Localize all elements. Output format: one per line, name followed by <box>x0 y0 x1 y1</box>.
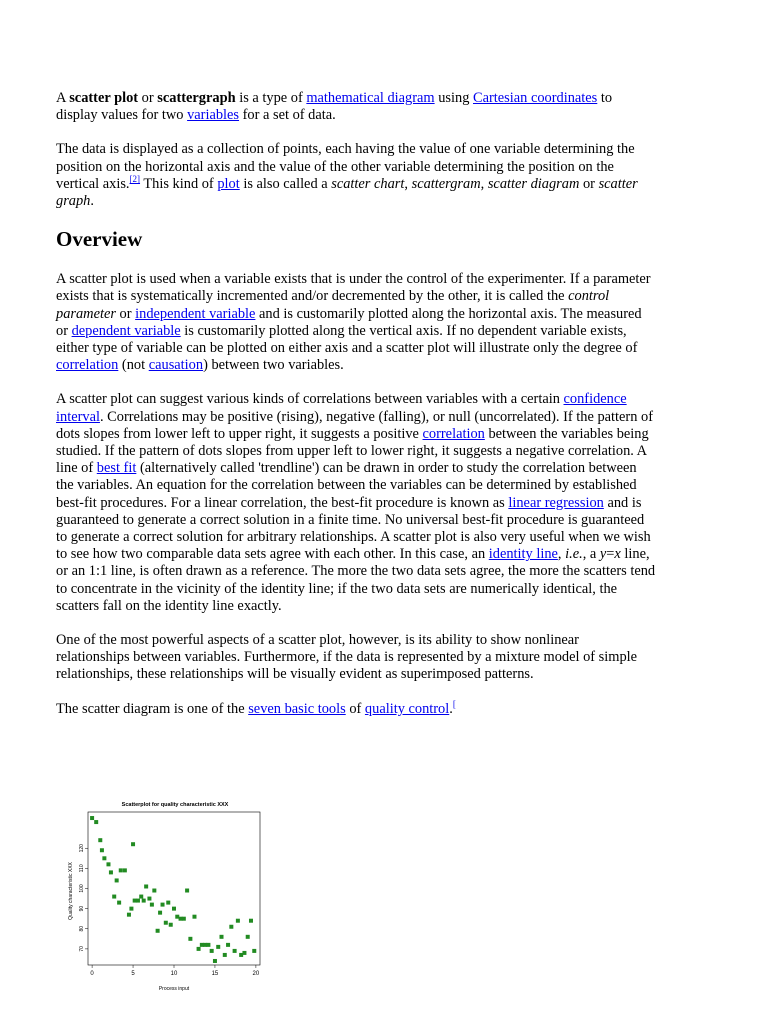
y-tick-label: 100 <box>79 884 85 893</box>
data-point <box>166 901 170 905</box>
data-point <box>188 937 192 941</box>
y-tick-label: 120 <box>79 844 85 853</box>
link-linear-regression[interactable]: linear regression <box>508 494 604 511</box>
data-point <box>226 943 230 947</box>
data-point <box>164 921 168 925</box>
section-heading: Overview <box>56 227 143 252</box>
data-point <box>90 816 94 820</box>
data-point <box>98 838 102 842</box>
data-point <box>119 868 123 872</box>
scatterplot-chart <box>60 800 270 996</box>
data-point <box>129 907 133 911</box>
data-point <box>100 848 104 852</box>
x-tick-label: 20 <box>252 971 260 977</box>
y-tick-label: 80 <box>79 925 85 932</box>
citation-link[interactable]: [2] <box>129 174 141 185</box>
y-tick-label: 90 <box>79 905 85 912</box>
data-point <box>94 820 98 824</box>
data-point <box>109 870 113 874</box>
overview-paragraph-4: The scatter diagram is one of the seven basic tools of quality control.[ <box>56 698 456 717</box>
data-point <box>233 949 237 953</box>
x-tick-label: 0 <box>90 971 94 977</box>
y-tick-label: 70 <box>79 946 85 952</box>
data-point <box>115 878 119 882</box>
data-point <box>152 889 156 893</box>
data-point <box>223 953 227 957</box>
term-scatter-plot: scatter plot <box>69 90 139 106</box>
x-tick-label: 10 <box>170 971 178 977</box>
data-point <box>192 915 196 919</box>
data-point <box>106 862 110 866</box>
overview-paragraph-3: One of the most powerful aspects of a scatter plot, however, is its ability to show nonlinear relationships between variables. Furthermore, if the data is represented by a mixture model of simple relationships, these relationships will be visually evident as superimposed patterns. <box>56 632 638 683</box>
link-cartesian-coordinates[interactable]: Cartesian coordinates <box>473 90 598 106</box>
data-point <box>139 895 143 899</box>
data-point <box>161 903 165 907</box>
link-seven-basic-tools[interactable]: seven basic tools <box>248 700 346 717</box>
data-point <box>242 951 246 955</box>
link-quality-control[interactable]: quality control <box>364 700 450 717</box>
link-variables[interactable]: variables <box>187 107 240 124</box>
data-point <box>117 901 121 905</box>
data-point <box>246 935 250 939</box>
term-scattergraph: scattergraph <box>157 90 236 106</box>
scatterplot-figure <box>60 800 270 996</box>
link-causation[interactable]: causation <box>148 357 204 374</box>
data-point <box>127 913 131 917</box>
link-identity-line[interactable]: identity line <box>488 546 558 563</box>
link-correlation-2[interactable]: correlation <box>422 425 485 442</box>
x-axis-label: Process input <box>158 986 190 992</box>
link-independent-variable[interactable]: independent variable <box>135 305 256 322</box>
definition-paragraph: The data is displayed as a collection of points, each having the value of one variable determining the position on the horizontal axis and the value of the other variable determining the position on the vertical axis.[2] This kind of plot is also called a scatter chart, scattergram, scatter diagram or scatter graph. <box>56 141 638 210</box>
data-point <box>249 919 253 923</box>
data-point <box>216 945 220 949</box>
data-point <box>220 935 224 939</box>
data-point <box>169 923 173 927</box>
data-point <box>252 949 256 953</box>
data-point <box>197 947 201 951</box>
data-point <box>150 903 154 907</box>
data-point <box>182 917 186 921</box>
data-point <box>156 929 160 933</box>
link-correlation[interactable]: correlation <box>56 357 119 374</box>
data-point <box>142 899 146 903</box>
data-point <box>131 842 135 846</box>
x-tick-label: 15 <box>211 971 219 977</box>
data-point <box>123 868 127 872</box>
data-point <box>112 895 116 899</box>
y-tick-label: 110 <box>79 864 85 873</box>
data-point <box>136 899 140 903</box>
article-body <box>56 90 656 735</box>
data-point <box>206 943 210 947</box>
y-axis-label: Quality characteristic XXX <box>68 862 74 920</box>
link-best-fit[interactable]: best fit <box>96 460 137 477</box>
link-mathematical-diagram[interactable]: mathematical diagram <box>306 90 435 106</box>
data-point <box>147 897 151 901</box>
link-dependent-variable[interactable]: dependent variable <box>71 322 181 339</box>
data-point <box>102 856 106 860</box>
plot-frame <box>88 812 260 965</box>
data-point <box>213 959 217 963</box>
data-point <box>236 919 240 923</box>
intro-paragraph: A scatter plot or scattergraph is a type of mathematical diagram using Cartesian coordinates to display values for two variables for a set of data. <box>56 90 613 124</box>
data-point <box>144 884 148 888</box>
data-point <box>185 889 189 893</box>
citation-link-2[interactable]: [ <box>452 698 456 709</box>
link-confidence-interval[interactable]: confidence interval <box>56 391 627 425</box>
x-tick-label: 5 <box>131 971 135 977</box>
data-point <box>210 949 214 953</box>
link-plot[interactable]: plot <box>217 175 240 192</box>
data-point <box>172 907 176 911</box>
overview-paragraph-2: A scatter plot can suggest various kinds of correlations between variables with a certain confidence interval. Correlations may be positive (rising), negative (falling), or null (uncorrelated). If the pattern of dots slopes from lower left to upper right, it suggests a positive correlation between the variables being studied. If the pattern of dots slopes from upper left to lower right, it suggests a negative correlation. A line of best fit (alternatively called 'trendline') can be drawn in order to study the correlation between the variables. An equation for the correlation between the variables can be determined by established best-fit procedures. For a linear correlation, the best-fit procedure is known as linear regression and is guaranteed to generate a correct solution in a finite time. No universal best-fit procedure is guaranteed to generate a correct solution for arbitrary relationships. A scatter plot is also very useful when we wish to see how two comparable data sets agree with each other. In this case, an identity line, i.e., a y=x line, or an 1:1 line, is often drawn as a reference. The more the two data sets agree, the more the scatters tend to concentrate in the vicinity of the identity line; if the two data sets are numerically identical, the scatters fall on the identity line exactly. <box>56 391 656 614</box>
data-point <box>158 911 162 915</box>
data-point <box>229 925 233 929</box>
chart-title: Scatterplot for quality characteristic XXX <box>121 802 229 808</box>
overview-paragraph-1: A scatter plot is used when a variable exists that is under the control of the experimenter. If a parameter exists that is systematically incremented and/or decremented by the other, it is called the control parameter or independent variable and is customarily plotted along the horizontal axis. The measured or dependent variable is customarily plotted along the vertical axis. If no dependent variable exists, either type of variable can be plotted on either axis and a scatter plot will illustrate only the degree of correlation (not causation) between two variables. <box>56 271 651 374</box>
